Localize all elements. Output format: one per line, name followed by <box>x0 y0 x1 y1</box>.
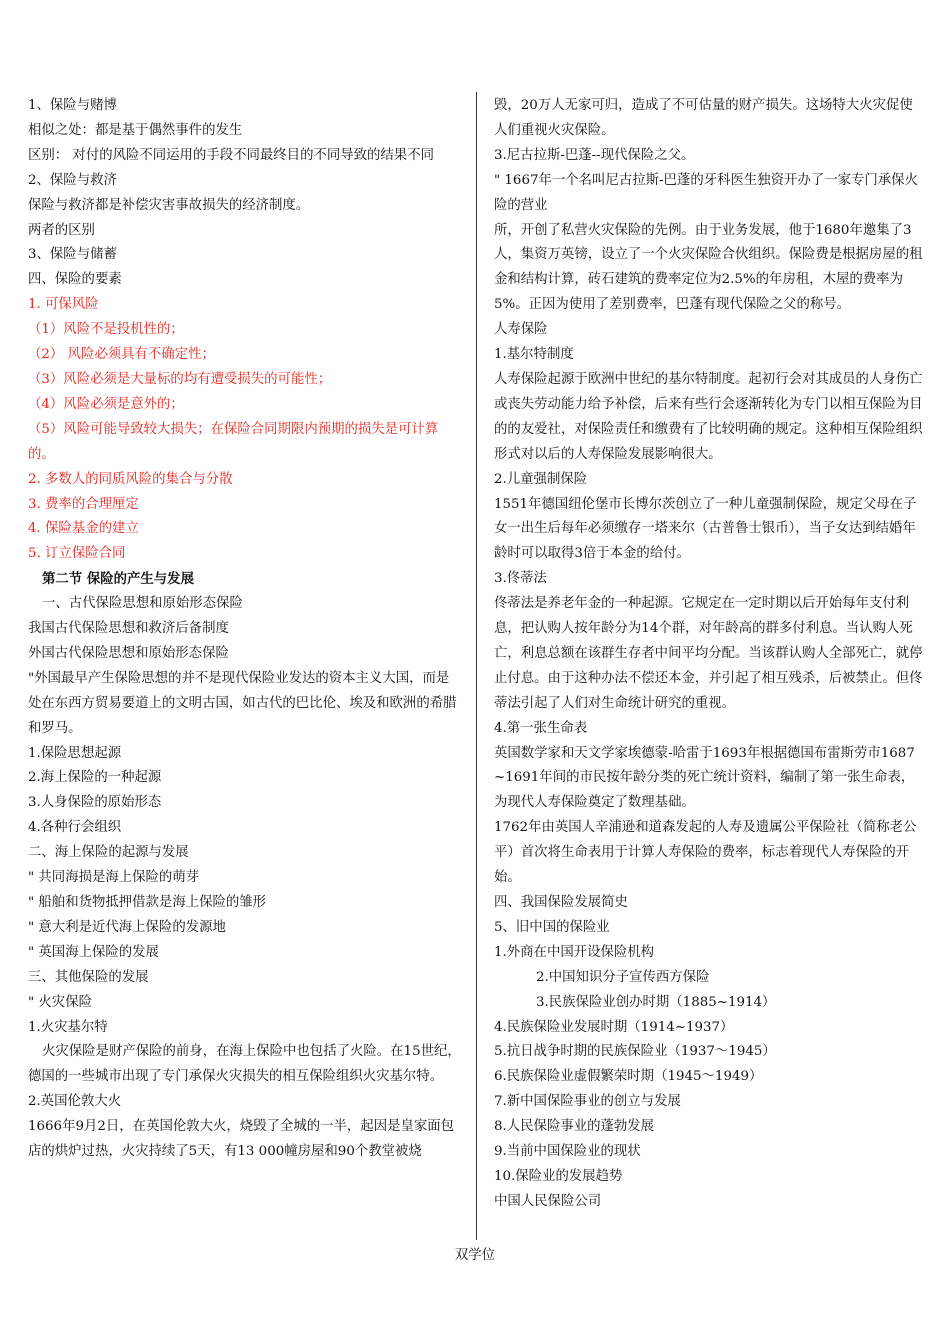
left-column-paragraph: 第二节 保险的产生与发展 <box>42 571 194 588</box>
right-column-paragraph: " 1667年一个名叫尼古拉斯-巴蓬的牙科医生独资开办了一家专门承保火险的营业 <box>494 172 918 213</box>
left-column-paragraph: 四、保险的要素 <box>28 272 122 288</box>
right-column-paragraph: 5.抗日战争时期的民族保险业（1937～1945） <box>494 1044 776 1060</box>
right-column-paragraph: 四、我国保险发展简史 <box>494 895 628 910</box>
right-column-paragraph: 2.儿童强制保险 <box>494 471 588 487</box>
right-column-paragraph: 3.尼古拉斯-巴蓬--现代保险之父。 <box>494 147 695 163</box>
right-column-paragraph: 1551年德国纽伦堡市长博尔茨创立了一种儿童强制保险，规定父母在子女一出生后每年必须缴存一塔来尔（古普鲁士银币），当子女达到结婚年龄时可以取得3倍于本金的给付。 <box>494 496 917 562</box>
left-column-paragraph: 1、保险与赌博 <box>28 98 117 113</box>
right-column-paragraph: 1.外商在中国开设保险机构 <box>494 944 655 960</box>
left-column-paragraph: 相似之处：都是基于偶然事件的发生 <box>28 122 243 138</box>
right-column-paragraph: 所，开创了私营火灾保险的先例。由于业务发展，他于1680年邀集了3人，集资万英镑，设立了一个火灾保险合伙组织。保险费是根据房屋的租金和结构计算，砖石建筑的费率定位为2.5%的年房租，木屋的费率为5%。正因为使用了差别费率，巴蓬有现代保险之父的称号。 <box>494 222 923 313</box>
right-column-paragraph: 9.当前中国保险业的现状 <box>494 1144 641 1160</box>
left-column-paragraph: 1.保险思想起源 <box>28 745 122 761</box>
left-column-paragraph: 保险与救济都是补偿灾害事故损失的经济制度。 <box>28 197 310 213</box>
left-column-paragraph: 区别： 对付的风险不同运用的手段不同最终目的不同导致的结果不同 <box>28 147 434 163</box>
left-column-paragraph: " 火灾保险 <box>28 994 92 1010</box>
left-column-paragraph: 2.英国伦敦大火 <box>28 1094 122 1110</box>
left-column-paragraph: （1）风险不是投机性的； <box>28 322 184 338</box>
left-column-paragraph: （3）风险必须是大量标的均有遭受损失的可能性； <box>28 371 332 387</box>
left-column-paragraph: 2. 多数人的同质风险的集合与分散 <box>28 471 233 487</box>
left-column-paragraph: 3. 费率的合理厘定 <box>28 496 139 512</box>
right-column-paragraph: 6.民族保险业虚假繁荣时期（1945～1949） <box>494 1069 763 1085</box>
right-column-paragraph: 3.民族保险业创办时期（1885~1914） <box>536 994 776 1010</box>
right-column-paragraph: 毁，20万人无家可归，造成了不可估量的财产损失。这场特大火灾促使人们重视火灾保险。 <box>494 98 913 138</box>
right-column-paragraph: 佟蒂法是养老年金的一种起源。它规定在一定时期以后开始每年支付利息，把认购人按年龄分为14个群，对年龄高的群多付利息。当认购人死亡，利息总额在该群生存者中间平均分配。当该群认购人全部死亡，就停止付息。由于这种办法不偿还本金，并引起了相互残杀，后被禁止。但佟蒂法引起了人们对生命统计研究的重视。 <box>494 596 923 711</box>
right-column-paragraph: 7.新中国保险事业的创立与发展 <box>494 1094 681 1110</box>
left-column-paragraph: 一、古代保险思想和原始形态保险 <box>42 596 243 612</box>
right-column-paragraph: 4.民族保险业发展时期（1914~1937） <box>494 1019 734 1035</box>
page-footer: 双学位 <box>454 1248 496 1263</box>
left-column-paragraph: 3、保险与储蓄 <box>28 247 117 263</box>
right-column-paragraph: 3.佟蒂法 <box>494 571 547 587</box>
right-column-paragraph: 2.中国知识分子宣传西方保险 <box>536 969 710 985</box>
left-column-paragraph: 三、其他保险的发展 <box>28 969 149 985</box>
left-column-paragraph: 2、保险与救济 <box>28 172 117 188</box>
left-column-paragraph: " 意大利是近代海上保险的发源地 <box>28 919 226 935</box>
right-column-paragraph: 1.基尔特制度 <box>494 347 574 363</box>
left-column-paragraph: "外国最早产生保险思想的并不是现代保险业发达的资本主义大国，而是处在东西方贸易要道上的文明古国，如古代的巴比伦、埃及和欧洲的希腊和罗马。 <box>28 670 457 736</box>
left-column-paragraph: " 共同海损是海上保险的萌芽 <box>28 870 200 886</box>
left-column-paragraph: 4.各种行会组织 <box>28 820 122 836</box>
right-column-paragraph: 人寿保险起源于欧洲中世纪的基尔特制度。起初行会对其成员的人身伤亡或丧失劳动能力给予补偿，后来有些行会逐渐转化为专门以相互保险为目的的友爱社，对保险责任和缴费有了比较明确的规定。这种相互保险组织形式对以后的人寿保险发展影响很大。 <box>494 371 923 462</box>
column-divider <box>476 92 477 1240</box>
left-column-paragraph: 1.火灾基尔特 <box>28 1019 108 1035</box>
left-column-paragraph: 1. 可保风险 <box>28 297 99 313</box>
left-column-paragraph: （4）风险必须是意外的； <box>28 396 184 412</box>
right-column <box>494 94 926 1215</box>
left-column-paragraph: 两者的区别 <box>28 222 95 238</box>
left-column-paragraph: 3.人身保险的原始形态 <box>28 795 162 811</box>
left-column-paragraph: 1666年9月2日，在英国伦敦大火，烧毁了全城的一半，起因是皇家面包店的烘炉过热，火灾持续了5天，有13 000幢房屋和90个教堂被烧 <box>28 1119 455 1160</box>
right-column-paragraph: 8.人民保险事业的蓬勃发展 <box>494 1119 655 1135</box>
right-column-paragraph: 中国人民保险公司 <box>494 1193 602 1209</box>
left-column-paragraph: 我国古代保险思想和救济后备制度 <box>28 621 229 637</box>
left-column-paragraph: 外国古代保险思想和原始形态保险 <box>28 645 229 661</box>
right-column-paragraph: 人寿保险 <box>494 322 548 338</box>
left-column-paragraph: 二、海上保险的起源与发展 <box>28 845 189 861</box>
left-column-paragraph: " 船舶和货物抵押借款是海上保险的雏形 <box>28 895 267 910</box>
left-column <box>28 94 462 1165</box>
right-column-paragraph: 4.第一张生命表 <box>494 720 588 736</box>
right-column-paragraph: 5、旧中国的保险业 <box>494 919 610 935</box>
left-column-paragraph: 5. 订立保险合同 <box>28 546 126 562</box>
left-column-paragraph: （5）风险可能导致较大损失；在保险合同期限内预期的损失是可计算的。 <box>28 421 439 462</box>
left-column-paragraph: 4. 保险基金的建立 <box>28 521 139 537</box>
left-column-paragraph: 火灾保险是财产保险的前身，在海上保险中也包括了火险。在15世纪，德国的一些城市出现了专门承保火灾损失的相互保险组织火灾基尔特。 <box>28 1044 461 1085</box>
left-column-paragraph: （2） 风险必须具有不确定性； <box>28 347 215 363</box>
right-column-paragraph: 英国数学家和天文学家埃德蒙-哈雷于1693年根据德国布雷斯劳市1687~1691年间的市民按年龄分类的死亡统计资料，编制了第一张生命表，为现代人寿保险奠定了数理基础。 <box>494 745 915 811</box>
right-column-paragraph: 10.保险业的发展趋势 <box>494 1168 623 1184</box>
left-column-paragraph: 2.海上保险的一种起源 <box>28 770 162 786</box>
right-column-paragraph: 1762年由英国人辛浦逊和道森发起的人寿及遗属公平保险社（简称老公平）首次将生命表用于计算人寿保险的费率，标志着现代人寿保险的开始。 <box>494 820 917 886</box>
left-column-paragraph: " 英国海上保险的发展 <box>28 944 159 960</box>
